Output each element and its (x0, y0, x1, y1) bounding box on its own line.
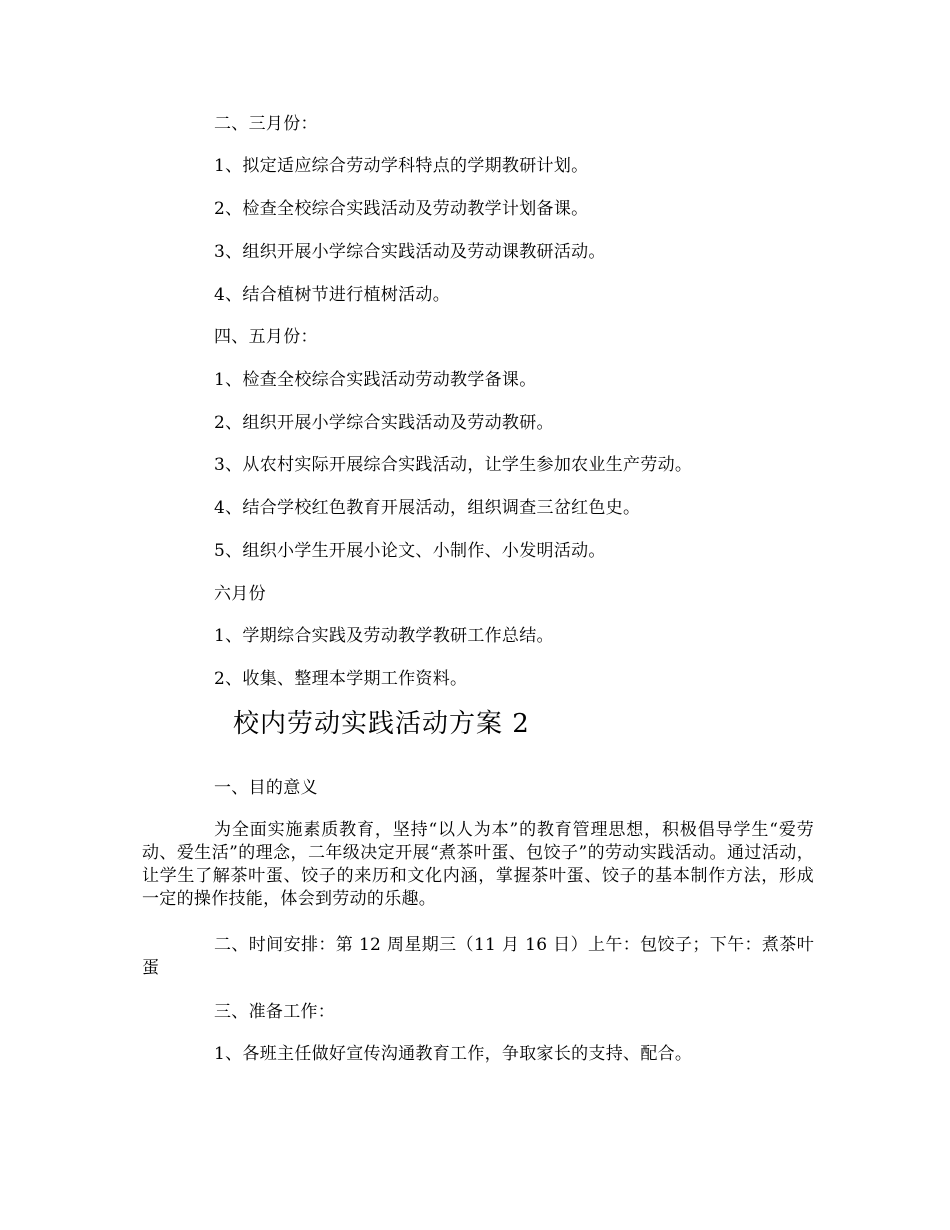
purpose-heading: 一、目的意义 (214, 778, 318, 798)
list-item: 2、组织开展小学综合实践活动及劳动教研。 (214, 413, 554, 433)
purpose-paragraph: 为全面实施素质教育，坚持“以人为本”的教育管理思想，积极倡导学生“爱劳动、爱生活”的理念，二年级决定开展“煮茶叶蛋、包饺子”的劳动实践活动。通过活动，让学生了解茶叶蛋、饺子的来历和文化内涵，掌握茶叶蛋、饺子的基本制作方法，形成一定的操作技能，体会到劳动的乐趣。 (142, 820, 814, 909)
list-item: 1、检查全校综合实践活动劳动教学备课。 (214, 370, 537, 390)
prep-heading: 三、准备工作： (214, 1002, 336, 1022)
list-item: 3、从农村实际开展综合实践活动，让学生参加农业生产劳动。 (214, 455, 693, 475)
list-item: 4、结合植树节进行植树活动。 (214, 285, 451, 305)
list-item: 2、收集、整理本学期工作资料。 (214, 669, 468, 689)
section-heading-april: 四、五月份： (214, 327, 318, 347)
list-item: 1、学期综合实践及劳动教学教研工作总结。 (214, 626, 554, 646)
schedule-paragraph: 二、时间安排：第 12 周星期三（11 月 16 日）上午：包饺子；下午：煮茶叶蛋 (142, 935, 814, 978)
list-item: 2、检查全校综合实践活动及劳动教学计划备课。 (214, 199, 589, 219)
section-heading-june: 六月份 (214, 584, 266, 604)
list-item: 1、各班主任做好宣传沟通教育工作，争取家长的支持、配合。 (214, 1044, 693, 1064)
list-item: 4、结合学校红色教育开展活动，组织调查三岔红色史。 (214, 498, 641, 518)
list-item: 5、组织小学生开展小论文、小制作、小发明活动。 (214, 541, 606, 561)
list-item: 1、拟定适应综合劳动学科特点的学期教研计划。 (214, 156, 589, 176)
list-item: 3、组织开展小学综合实践活动及劳动课教研活动。 (214, 242, 606, 262)
section-heading-march: 二、三月份： (214, 114, 318, 134)
plan-title: 校内劳动实践活动方案 2 (233, 709, 530, 739)
